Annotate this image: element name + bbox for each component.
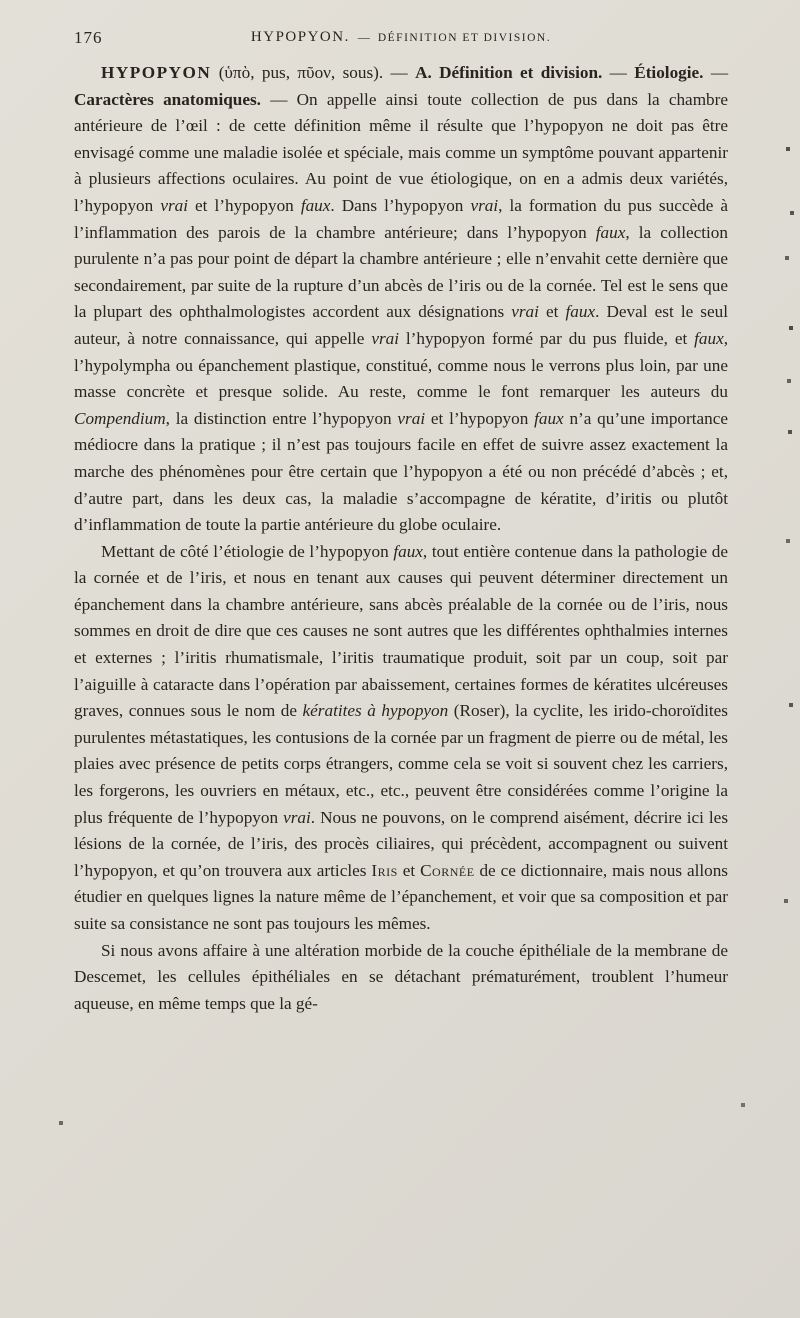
text-run: , tout entière contenue dans la pathologie de la cornée et de l’iris, et nous en tenant aux causes qui peuvent déterminer directement un épanchement dans la chambre antérieure, sans abcès préalable de la cornée ou de l’iris, nous sommes en droit de dire que ces causes ne sont autres que les différentes ophthalmies internes et externes ; l’iritis rhumatismale, l’iritis traumatique produit, soit par un coup, soit par l’aiguille à cataracte dans l’opération par abaissement, certaines formes de kératites ulcéreuses graves, connues sous le nom de xyxy=(74,541,728,721)
text-run: (ὑπὸ, pus, πῦον, sous). — xyxy=(211,63,416,82)
text-run: kératites à hypopyon xyxy=(302,701,449,721)
running-title-section: DÉFINITION ET DIVISION. xyxy=(377,32,552,44)
text-run: vrai xyxy=(160,195,188,215)
running-title-main: HYPOPYON. xyxy=(250,29,350,45)
text-run: et xyxy=(397,860,421,880)
text-run: Si nous avons affaire à une altération morbide de la couche épithéliale de la membrane de Descemet, les cellules épithéliales en se détachant prématurément, troublent l’humeur aqueuse, en même temps que la gé- xyxy=(74,940,728,1013)
text-run: et l’hypopyon xyxy=(188,195,301,215)
paragraph xyxy=(74,938,728,1018)
text-run: A. Définition et division. xyxy=(415,63,603,82)
text-run: (Roser), la cyclite, les irido-choroïdites purulentes métastatiques, les contusions de la cornée par un fragment de pierre ou de métal, les plaies avec présence de petits corps étrangers, comme cela se voit si souvent chez les carriers, les forgerons, les ouvriers en métaux, etc., etc., peuvent être considérées comme l’origine la plus fréquente de l’hypopyon xyxy=(74,701,728,827)
text-run: Compendium xyxy=(74,408,166,428)
text-run: Iris xyxy=(371,860,398,880)
text-run: , la formation du pus succède à l’inflammation des parois de la chambre antérieure; dans l’hypopyon xyxy=(74,195,729,242)
paragraph xyxy=(74,539,728,938)
text-run: , l’hypolympha ou épanchement plastique, constitué, comme nous le verrons plus loin, par une masse concrète et presque solide. Au reste, comme le font remarquer les auteurs du xyxy=(74,328,728,402)
text-run: . Nous ne pouvons, on le comprend aisément, décrire ici les lésions de la cornée, de l’iris, des procès ciliaires, qui précèdent, accompagnent ou suivent l’hypopyon, et qu’on trouvera aux articles xyxy=(74,807,729,880)
text-run: faux xyxy=(300,195,331,215)
text-run: vrai xyxy=(371,328,399,348)
text-run: — xyxy=(602,63,635,82)
paragraph xyxy=(74,60,728,539)
text-run: , la distinction entre l’hypopyon xyxy=(165,408,398,428)
text-run: vrai xyxy=(283,807,311,827)
text-run: — xyxy=(703,63,729,82)
text-run: faux xyxy=(565,302,596,322)
text-run: — On appelle ainsi toute collection de pus dans la chambre antérieure de l’œil : de cette définition même il résulte que l’hypopyon ne doit pas être envisagé comme une maladie isolée et spéciale, mais comme un symptôme pouvant appartenir à plusieurs affections oculaires. Au point de vue étiologique, on en a admis deux variétés, l’hypopyon xyxy=(74,89,729,215)
text-run: Étiologie. xyxy=(634,63,704,82)
text-run: de ce dictionnaire, mais nous allons étudier en quelques lignes la nature même de l’épanchement, et voir que sa composition et par suite sa consistance ne sont pas toujours les mêmes. xyxy=(74,860,728,933)
text-run: Cornée xyxy=(420,860,475,880)
text-run: Mettant de côté l’étiologie de l’hypopyon xyxy=(101,541,394,561)
page-header xyxy=(74,26,728,50)
text-run: et l’hypopyon xyxy=(425,408,535,428)
text-run: et xyxy=(538,302,566,322)
text-run: . Deval est le seul auteur, à notre connaissance, qui appelle xyxy=(74,302,728,348)
text-block xyxy=(74,60,728,1017)
text-run: faux xyxy=(393,541,423,561)
text-run: faux xyxy=(595,222,626,242)
text-run: vrai xyxy=(397,408,426,428)
text-run: . Dans l’hypopyon xyxy=(330,195,471,215)
text-run: , la collection purulente n’a pas pour point de départ la chambre antérieure ; elle n’envahit cette dernière que secondairement, par suite de la rupture d’un abcès de l’iris ou de la cornée. Tel est le sens que la plupart des ophthalmologistes accordent aux désignations xyxy=(74,222,728,322)
text-run: Caractères anatomiques. xyxy=(74,89,261,109)
running-title-separator: — xyxy=(357,30,370,44)
running-title xyxy=(74,26,728,46)
text-run: vrai xyxy=(470,195,499,215)
page-number: 176 xyxy=(74,28,103,47)
text-run: l’hypopyon formé par du pus fluide, et xyxy=(399,328,695,348)
text-run: n’a qu’une importance médiocre dans la pratique ; il n’est pas toujours facile en effet de suivre assez exactement la marche des phénomènes pour être certain que l’hypopyon a été ou non précédé d’abcès ; et, d’autre part, dans les deux cas, la maladie s’accompagne de kératite, d’iritis ou plutôt d’inflammation de toute la partie antérieure du globe oculaire. xyxy=(74,408,728,535)
text-run: faux xyxy=(534,408,564,428)
text-run: faux xyxy=(694,328,724,348)
text-run: vrai xyxy=(511,302,539,322)
text-run: HYPOPYON xyxy=(101,63,212,82)
